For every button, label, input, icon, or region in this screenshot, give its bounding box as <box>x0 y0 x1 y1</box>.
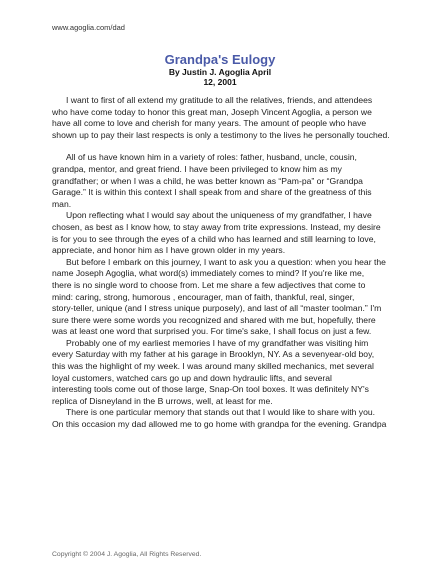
text-line: shown up to pay their last respects is only a testimony to the lives he personally touched. <box>52 129 390 140</box>
text-line: On this occasion my dad allowed me to go home with grandpa for the evening. Grandpa <box>52 419 387 430</box>
text-line: interesting tools come out of those large, Snap-On tool boxes. It was definitely NY's <box>52 384 369 395</box>
text-line: But before I embark on this journey, I want to ask you a question: when you hear the <box>66 256 386 267</box>
paragraph <box>52 210 392 256</box>
document-body <box>52 95 392 431</box>
document-title: Grandpa's Eulogy <box>164 52 276 67</box>
text-line: man. <box>52 198 72 209</box>
text-line: Upon reflecting what I would say about the uniqueness of my grandfather, I have <box>66 210 372 221</box>
text-line: appreciate, and honor him as I have grown older in my years. <box>52 245 286 256</box>
paragraph <box>52 257 392 338</box>
byline <box>0 67 440 87</box>
paragraph-gap <box>52 141 392 152</box>
text-line: There is one particular memory that stands out that I would like to share with you. <box>66 407 376 418</box>
text-line: Garage.” It is within this context I shall speak from and share of the greatness of this <box>52 187 372 198</box>
text-line: story-teller, unique (and I stress unique purposely), and last of all “master toolman.” I'm <box>52 303 382 314</box>
text-line: this was the highlight of my week. I was around many skilled mechanics, met several <box>52 361 374 372</box>
text-line: Probably one of my earliest memories I have of my grandfather was visiting him <box>66 337 369 348</box>
text-line: sure there were some words you recognized and shared with me but, hopefully, there <box>52 314 376 325</box>
text-line: grandfather; or when I was a child, he was better known as “Pam-pa” or “Grandpa <box>52 175 363 186</box>
paragraph <box>52 95 392 141</box>
byline-line-2: 12, 2001 <box>203 77 237 87</box>
paragraph <box>52 338 392 408</box>
text-line: was at least one word that surprised you. For time's sake, I shall focus on just a few. <box>52 326 372 337</box>
paragraph <box>52 152 392 210</box>
text-line: every Saturday with my father at his garage in Brooklyn, NY. As a sevenyear-old boy, <box>52 349 375 360</box>
text-line: mind: caring, strong, humorous , encourager, man of faith, thankful, real, singer, <box>52 291 355 302</box>
text-line: replica of Disneyland in the B urrows, well, at least for me. <box>52 395 273 406</box>
source-url: www.agoglia.com/dad <box>52 23 125 32</box>
copyright-footer: Copyright © 2004 J. Agoglia, All Rights Reserved. <box>52 551 202 558</box>
paragraph <box>52 407 392 430</box>
text-line: who have come today to honor this great man, Joseph Vincent Agoglia, a person we <box>52 106 372 117</box>
text-line: chosen, as best as I know how, to stay away from trite expressions. Instead, my desire <box>52 221 381 232</box>
byline-line-1: By Justin J. Agoglia April <box>168 67 272 77</box>
text-line: is for you to see through the eyes of a child who has learned and still learning to love, <box>52 233 376 244</box>
text-line: name Joseph Agoglia, what word(s) immediately comes to mind? If you're like me, <box>52 268 365 279</box>
text-line: I want to first of all extend my gratitude to all the relatives, friends, and attendees <box>66 95 373 105</box>
text-line: All of us have known him in a variety of roles: father, husband, uncle, cousin, <box>66 152 357 163</box>
text-line: have all come to love and cherish for many years. The amount of people who have <box>52 118 367 129</box>
text-line: loyal customers, watched cars go up and down hydraulic lifts, and several <box>52 372 332 383</box>
text-line: there is no single word to choose from. Let me share a few adjectives that come to <box>52 279 366 290</box>
text-line: grandpa, mentor, and great friend. I have been privileged to know him as my <box>52 163 342 174</box>
